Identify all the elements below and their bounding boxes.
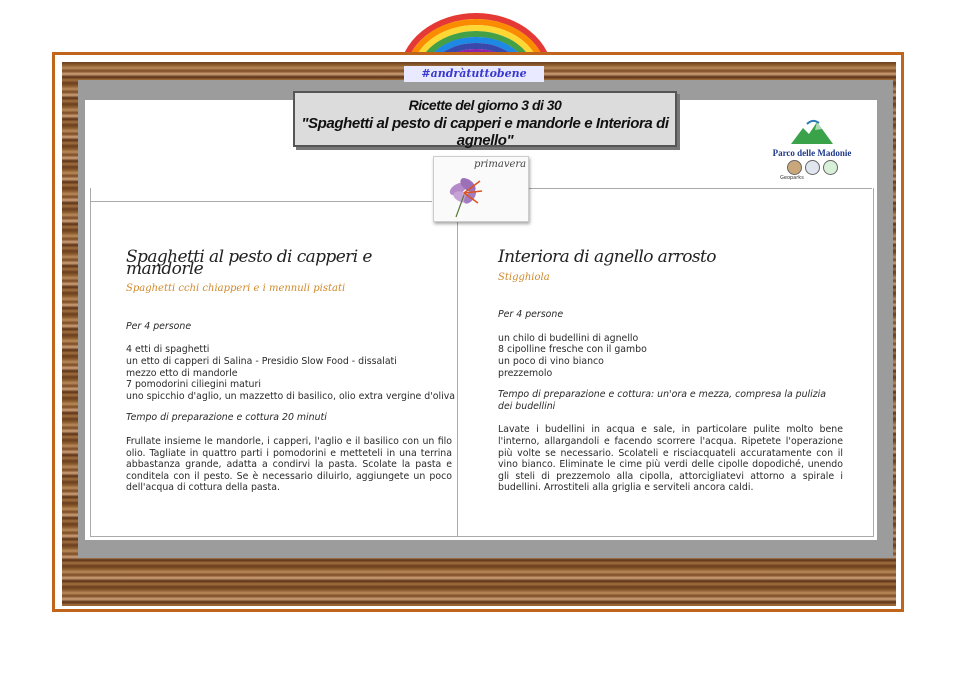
mountain-icon <box>789 118 835 144</box>
season-card <box>433 156 529 222</box>
recipe-right-ingredients <box>498 333 843 379</box>
unesco-badge-icon <box>805 160 820 175</box>
park-logo <box>772 118 852 186</box>
recipe-left-subtitle: Spaghetti cchi chiapperi e i mennuli pistati <box>126 283 346 295</box>
ingredient-item: un poco di vino bianco <box>498 355 604 367</box>
ingredient-item: uno spicchio d'aglio, un mazzetto di basilico, olio extra vergine d'oliva <box>126 390 456 402</box>
ingredient-item: un chilo di budellini di agnello <box>498 332 639 344</box>
ingredient-item: prezzemolo <box>498 367 553 379</box>
geoparks-label: Geoparks <box>780 175 804 181</box>
recipe-left <box>126 247 456 494</box>
recipe-left-ingredients <box>126 344 456 402</box>
ingredient-item: un etto di capperi di Salina - Presidio Slow Food - dissalati <box>126 355 397 367</box>
recipe-right-method: Lavate i budellini in acqua e sale, in particolare pulite molto bene l'interno, allargandoli e facendo scorrere l'acqua. Ripetete l'operazione più volte se necessario. Scolateli e risciacquateli accuratamente con il vino bianco. Eliminate le cime più verdi delle cipolle dopodiché, unendo gli steli di prezzemolo alla cipolla, attorcigliatevi attorno a spirale i budellini. Arrostiteli alla griglia e serviteli ancora caldi. <box>498 424 843 494</box>
header-day-line: Ricette del giorno 3 di 30 <box>408 97 562 113</box>
ingredient-item: mezzo etto di mandorle <box>126 367 238 379</box>
hashtag-label: #andràtuttobene <box>404 66 544 82</box>
recipe-left-title: Spaghetti al pesto di capperi e mandorle <box>126 247 372 279</box>
ingredient-item: 4 etti di spaghetti <box>126 344 210 356</box>
recipe-right-subtitle: Stigghiola <box>498 271 550 283</box>
recipe-header <box>293 91 677 147</box>
season-label: primavera <box>474 159 527 170</box>
saffron-flower-icon <box>440 167 490 219</box>
network-badge-icon <box>823 160 838 175</box>
recipe-left-serves: Per 4 persone <box>126 320 192 332</box>
ingredient-item: 8 cipolline fresche con il gambo <box>498 344 647 356</box>
park-name: Parco delle Madonie <box>772 148 852 158</box>
header-recipes-line: "Spaghetti al pesto di capperi e mandorle e Interiora di agnello" <box>301 115 669 149</box>
recipe-left-time: Tempo di preparazione e cottura 20 minuti <box>126 412 327 424</box>
ingredient-item: 7 pomodorini ciliegini maturi <box>126 379 261 391</box>
geopark-badge-icon <box>787 160 802 175</box>
recipe-left-method: Frullate insieme le mandorle, i capperi, l'aglio e il basilico con un filo olio. Tagliate in quattro parti i pomodorini e metteteli in una terrina abbastanza grande, adatta a condirvi la pasta. Scolate la pasta e conditela con il pesto. Se è necessario diluirlo, aggiungete un poco dell'acqua di cottura della pasta. <box>126 435 452 494</box>
panel-top-border-left <box>90 201 432 202</box>
recipe-right-time: Tempo di preparazione e cottura: un'ora e mezza, compresa la pulizia dei budellini <box>498 389 827 412</box>
recipe-right <box>498 247 843 494</box>
recipe-right-title: Interiora di agnello arrosto <box>498 247 716 267</box>
column-divider <box>457 212 458 536</box>
panel-top-border-right <box>528 188 872 189</box>
recipe-right-serves: Per 4 persone <box>498 309 564 321</box>
